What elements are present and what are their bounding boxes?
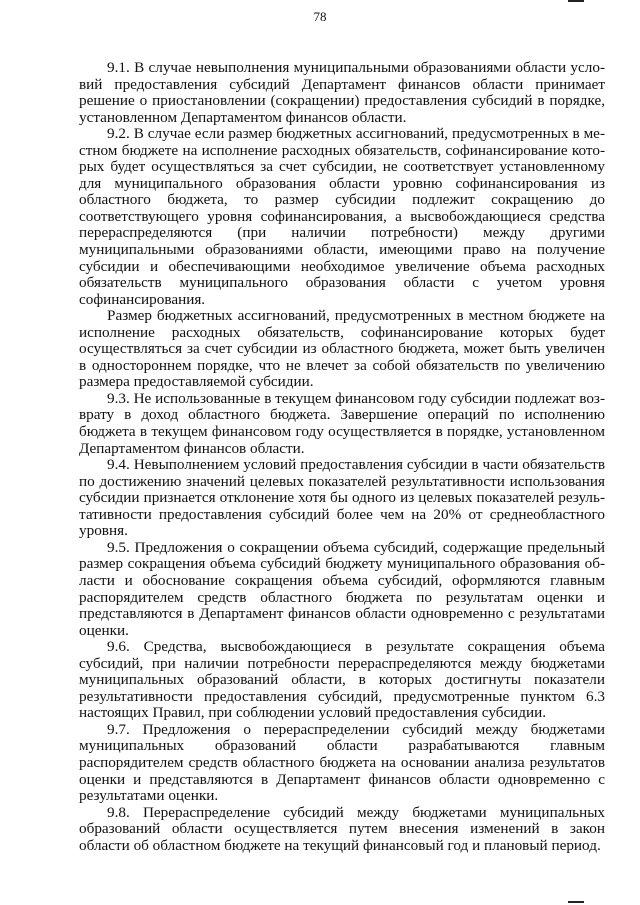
paragraph-budget-allocation: Размер бюджетных ассигнований, предусмотренных в местном бюджете на исполнение расходных обязательств, софинансирование которых будет осуществляться за счет субсидии из областного бюджета, может быть увеличен в одностороннем порядке, что не влечет за собой обязательств по увеличению размера предоставляемой субсидии.: [79, 307, 605, 391]
scan-corner-mark-bottom: [568, 901, 584, 903]
scan-corner-mark-top: [568, 0, 584, 2]
paragraph-9-3: 9.3. Не использованные в текущем финансовом году субсидии подлежат возврату в доход областного бюджета. Завершение операций по исполнению бюджета в текущем финансовом году осуществляется в порядке, установленном Департаментом финансов области.: [79, 389, 605, 457]
document-body: [79, 60, 605, 854]
paragraph-9-2: 9.2. В случае если размер бюджетных ассигнований, предусмотренных в местном бюджете на исполнение расходных обязательств, софинансирование которых будет осуществляться за счет субсидии, не соответствует установленному для муниципального образования области уровню софинансирования из областного бюджета, то размер субсидии подлежит сокращению до соответствующего уровня софинансирования, а высвобождающиеся средства перераспределяются (при наличии потребности) между другими муниципальными образованиями области, имеющими право на получение субсидии и обеспечивающими необходимое увеличение объема расходных обязательств муниципального образования области с учетом уровня софинансирования.: [79, 125, 605, 308]
paragraph-9-8: 9.8. Перераспределение субсидий между бюджетами муниципальных образований области осуществляется путем внесения изменений в закон области об областном бюджете на текущий финансовый год и плановый период.: [79, 803, 605, 854]
paragraph-9-6: 9.6. Средства, высвобождающиеся в результате сокращения объема субсидий, при наличии потребности перераспределяются между бюджетами муниципальных образований области, в которых достигнуты показатели результативности предоставления субсидий, предусмотренные пунктом 6.3 настоящих Правил, при соблюдении условий предоставления субсидии.: [79, 638, 605, 722]
paragraph-9-4: 9.4. Невыполнением условий предоставления субсидии в части обязательств по достижению значений целевых показателей результативности использования субсидии признается отклонение хотя бы одного из целевых показателей результативности предоставления субсидий более чем на 20% от среднеобластного уровня.: [79, 456, 605, 540]
page-number: 78: [313, 9, 327, 24]
paragraph-9-7: 9.7. Предложения о перераспределении субсидий между бюджетами муниципальных образований области разрабатываются главным распорядителем средств областного бюджета на основании анализа результатов оценки и представляются в Департамент финансов области одновременно с результатами оценки.: [79, 720, 605, 805]
paragraph-9-5: 9.5. Предложения о сокращении объема субсидий, содержащие предельный размер сокращения объема субсидий бюджету муниципального образования области и обоснование сокращения объема субсидий, оформляются главным распорядителем средств областного бюджета по результатам оценки и представляются в Департамент финансов области одновременно с результатами оценки.: [79, 538, 605, 639]
paragraph-9-1: 9.1. В случае невыполнения муниципальными образованиями области условий предоставления субсидий Департамент финансов области принимает решение о приостановлении (сокращении) предоставления субсидий в порядке, установленном Департаментом финансов области.: [79, 59, 605, 126]
